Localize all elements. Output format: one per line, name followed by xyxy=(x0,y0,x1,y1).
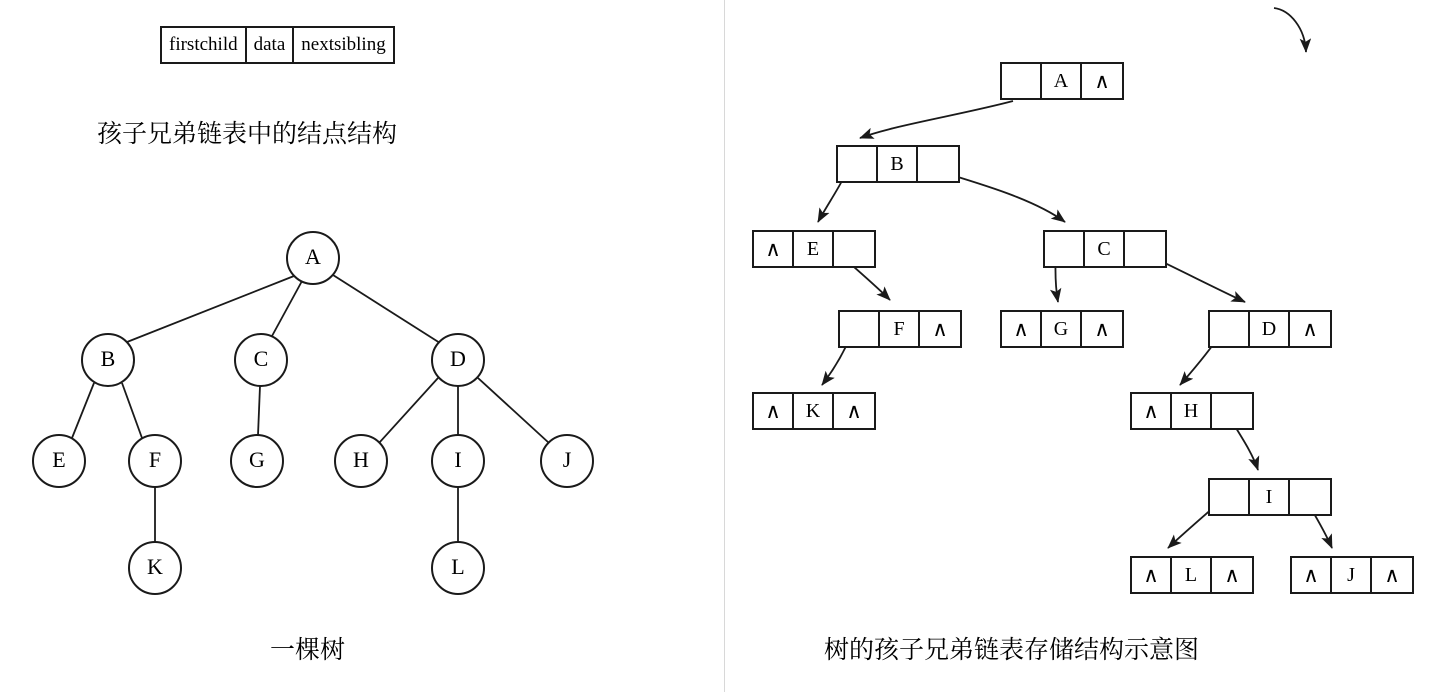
ll-node-l-data: L xyxy=(1172,558,1212,592)
ll-node-i-nextsibling xyxy=(1290,480,1330,514)
tree-node-b-label: B xyxy=(100,346,116,372)
ll-node-d xyxy=(1208,310,1332,348)
ll-node-c xyxy=(1043,230,1167,268)
ll-node-j xyxy=(1290,556,1414,594)
ll-node-b xyxy=(836,145,960,183)
caption-linked-list: 树的孩子兄弟链表存储结构示意图 xyxy=(824,635,1200,664)
ll-node-g-nextsibling-nil: ∧ xyxy=(1094,316,1110,341)
tree-node-i-label: I xyxy=(454,447,462,473)
ll-node-j-firstchild-nil: ∧ xyxy=(1292,558,1332,592)
ll-node-i-data: I xyxy=(1250,480,1290,514)
ll-node-h-data: H xyxy=(1172,394,1212,428)
ll-node-e-data: E xyxy=(794,232,834,266)
ll-node-d-nextsibling-nil: ∧ xyxy=(1302,316,1318,341)
ll-node-l xyxy=(1130,556,1254,594)
ll-node-k-firstchild-nil: ∧ xyxy=(754,394,794,428)
ll-node-h-nextsibling xyxy=(1212,394,1252,428)
ll-node-c-nextsibling xyxy=(1125,232,1165,266)
ll-node-j-data: J xyxy=(1332,558,1372,592)
ll-node-h xyxy=(1130,392,1254,430)
ll-node-l-nextsibling-nil: ∧ xyxy=(1224,562,1240,587)
ll-node-j-nextsibling-nil: ∧ xyxy=(1384,562,1400,587)
tree-node-j-label: J xyxy=(562,447,572,473)
ll-node-i-firstchild xyxy=(1210,480,1250,514)
node-structure-cell-firstchild: firstchild xyxy=(162,28,247,62)
tree-node-g-label: G xyxy=(249,447,265,473)
ll-node-k-nextsibling-nil: ∧ xyxy=(846,398,862,423)
ll-node-e-nextsibling xyxy=(834,232,874,266)
ll-node-a-data: A xyxy=(1042,64,1082,98)
tree-node-c-label: C xyxy=(253,346,269,372)
ll-node-g-firstchild-nil: ∧ xyxy=(1002,312,1042,346)
pointer-a-firstchild-b xyxy=(860,101,1013,138)
ll-node-i xyxy=(1208,478,1332,516)
ll-node-k xyxy=(752,392,876,430)
ll-node-h-firstchild-nil: ∧ xyxy=(1132,394,1172,428)
ll-node-d-firstchild xyxy=(1210,312,1250,346)
node-structure-cell-nextsibling: nextsibling xyxy=(301,34,386,55)
tree-node-d-label: D xyxy=(450,346,466,372)
ll-node-f-firstchild xyxy=(840,312,880,346)
caption-tree: 一棵树 xyxy=(270,635,346,664)
ll-node-k-data: K xyxy=(794,394,834,428)
ll-node-l-firstchild-nil: ∧ xyxy=(1132,558,1172,592)
ll-node-b-firstchild xyxy=(838,147,878,181)
ll-node-a-nextsibling-nil: ∧ xyxy=(1094,68,1110,93)
ll-node-f-nextsibling-nil: ∧ xyxy=(932,316,948,341)
node-structure-cell-data: data xyxy=(247,28,295,62)
ll-node-f-data: F xyxy=(880,312,920,346)
ll-node-f xyxy=(838,310,962,348)
tree-node-a-label: A xyxy=(305,244,321,270)
ll-node-a-firstchild xyxy=(1002,64,1042,98)
ll-node-c-firstchild xyxy=(1045,232,1085,266)
ll-node-g-data: G xyxy=(1042,312,1082,346)
ll-node-e-firstchild-nil: ∧ xyxy=(754,232,794,266)
caption-node-structure: 孩子兄弟链表中的结点结构 xyxy=(97,119,398,148)
ll-node-c-data: C xyxy=(1085,232,1125,266)
tree-node-e-label: E xyxy=(52,447,66,473)
ll-node-b-data: B xyxy=(878,147,918,181)
tree-node-f-label: F xyxy=(148,447,162,473)
tree-node-k-label: K xyxy=(147,554,163,580)
pointer-head-to-a xyxy=(1274,8,1306,52)
ll-node-b-nextsibling xyxy=(918,147,958,181)
ll-node-d-data: D xyxy=(1250,312,1290,346)
ll-node-g xyxy=(1000,310,1124,348)
ll-node-a xyxy=(1000,62,1124,100)
tree-node-h-label: H xyxy=(353,447,369,473)
ll-node-e xyxy=(752,230,876,268)
tree-node-l-label: L xyxy=(451,554,465,580)
